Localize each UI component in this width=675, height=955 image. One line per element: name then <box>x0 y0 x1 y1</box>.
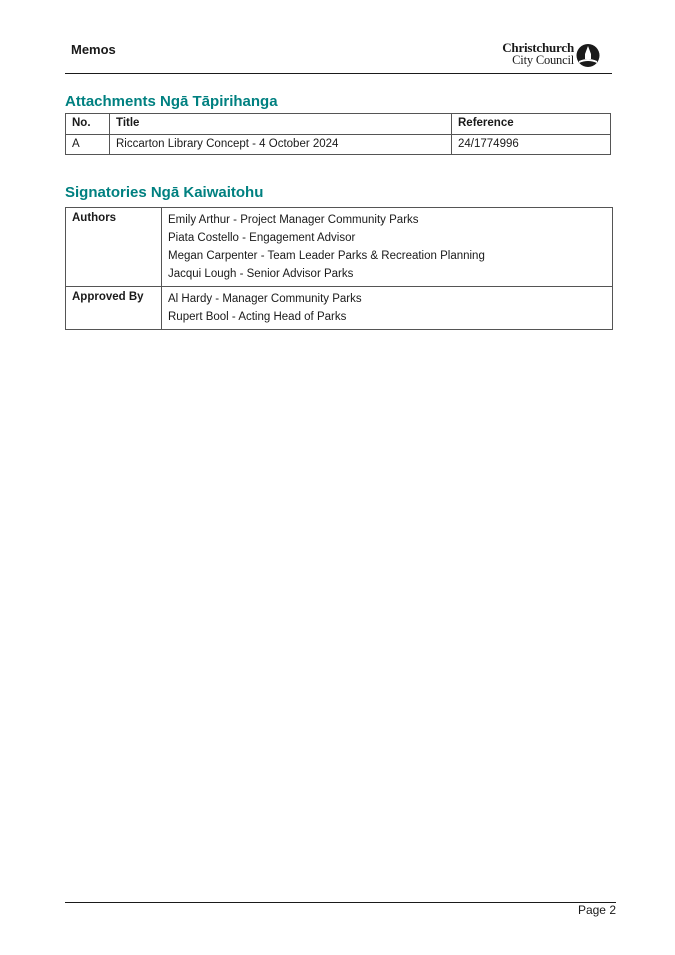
signatories-table <box>65 207 613 330</box>
authors-label: Authors <box>66 208 162 287</box>
table-row <box>66 135 611 155</box>
attachment-title[interactable]: Riccarton Library Concept - 4 October 2024 <box>110 135 452 155</box>
table-row <box>66 287 613 330</box>
table-header-row <box>66 114 611 135</box>
attachment-no: A <box>66 135 110 155</box>
approved-by-label: Approved By <box>66 287 162 330</box>
authors-list <box>162 208 613 287</box>
attachments-heading: Attachments Ngā Tāpirihanga <box>65 93 278 110</box>
approvers-list <box>162 287 613 330</box>
column-header-reference: Reference <box>452 114 611 135</box>
author-name: Piata Costello - Engagement Advisor <box>168 232 356 244</box>
table-row <box>66 208 613 287</box>
approver-name: Al Hardy - Manager Community Parks <box>168 293 362 305</box>
author-name: Jacqui Lough - Senior Advisor Parks <box>168 268 354 280</box>
cathedral-mark-icon <box>576 43 600 68</box>
logo-line2: City Council <box>512 53 574 67</box>
author-name: Megan Carpenter - Team Leader Parks & Recreation Planning <box>168 250 485 262</box>
attachment-reference: 24/1774996 <box>452 135 611 155</box>
logo-line1: Christchurch <box>502 40 574 55</box>
column-header-no: No. <box>66 114 110 135</box>
signatories-heading: Signatories Ngā Kaiwaitohu <box>65 184 264 201</box>
page-header <box>65 36 612 74</box>
header-title: Memos <box>71 42 116 57</box>
page-number: Page 2 <box>577 903 616 917</box>
logo-text <box>502 41 574 67</box>
author-name: Emily Arthur - Project Manager Community Parks <box>168 214 419 226</box>
column-header-title: Title <box>110 114 452 135</box>
attachments-table <box>65 113 611 155</box>
page-footer <box>65 902 616 917</box>
approver-name: Rupert Bool - Acting Head of Parks <box>168 311 347 323</box>
